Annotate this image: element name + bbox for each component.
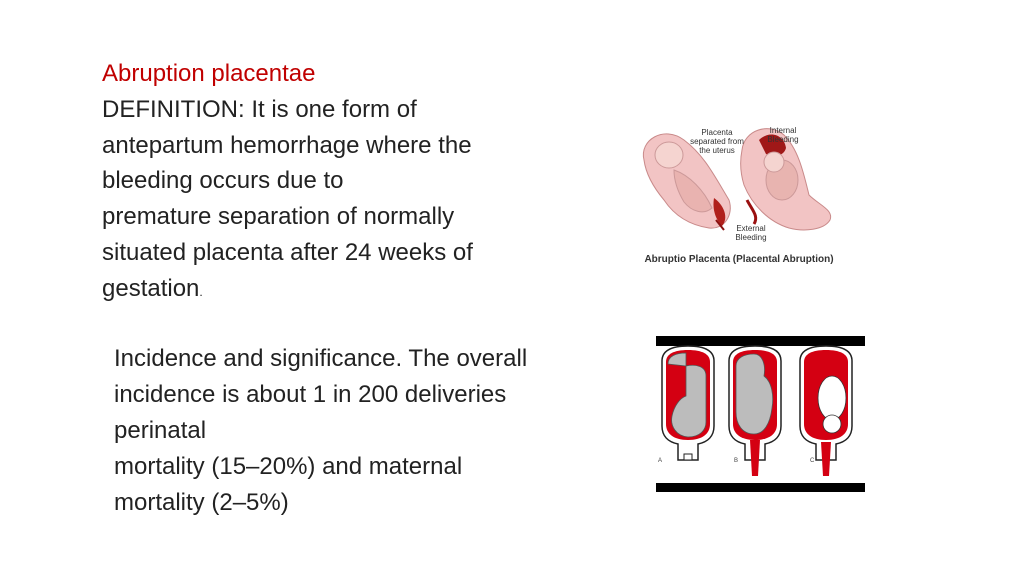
label-external-bleeding: External Bleeding — [735, 224, 767, 242]
label-a: A — [658, 458, 663, 464]
definition-line: DEFINITION: It is one form of — [102, 95, 417, 123]
abruption-types-illustration — [656, 336, 865, 492]
incidence-line: mortality (2–5%) — [114, 489, 289, 516]
incidence-line: Incidence and significance. The overall — [114, 345, 528, 372]
incidence-block — [114, 341, 594, 521]
definition-block — [102, 56, 562, 311]
slide-title: Abruption placentae — [102, 60, 316, 87]
uterus-b — [729, 346, 781, 476]
label-internal-bleeding: Internal Bleeding — [767, 126, 799, 144]
figure-caption: Abruptio Placenta (Placental Abruption) — [644, 254, 834, 265]
definition-dot: . — [199, 284, 203, 299]
uterus-sections-svg — [656, 336, 865, 492]
definition-line: bleeding occurs due to — [102, 167, 344, 195]
figure-bottom-border — [656, 483, 865, 492]
uterus-c — [800, 346, 852, 476]
incidence-line: mortality (15–20%) and maternal — [114, 453, 463, 480]
definition-word: gestation — [102, 274, 200, 302]
label-placenta-separated: Placenta separated from the uterus — [690, 128, 744, 155]
incidence-line: incidence is about 1 in 200 deliveries — [114, 381, 507, 408]
definition-line: premature separation of normally — [102, 203, 455, 231]
abruption-illustration — [634, 120, 844, 270]
incidence-line: perinatal — [114, 417, 207, 444]
definition-line: antepartum hemorrhage where the — [102, 131, 472, 159]
definition-line: situated placenta after 24 weeks of — [102, 238, 473, 266]
uterus-a — [662, 346, 714, 460]
label-c: C — [810, 458, 815, 464]
definition-line-last — [102, 271, 562, 311]
label-b: B — [734, 458, 739, 464]
